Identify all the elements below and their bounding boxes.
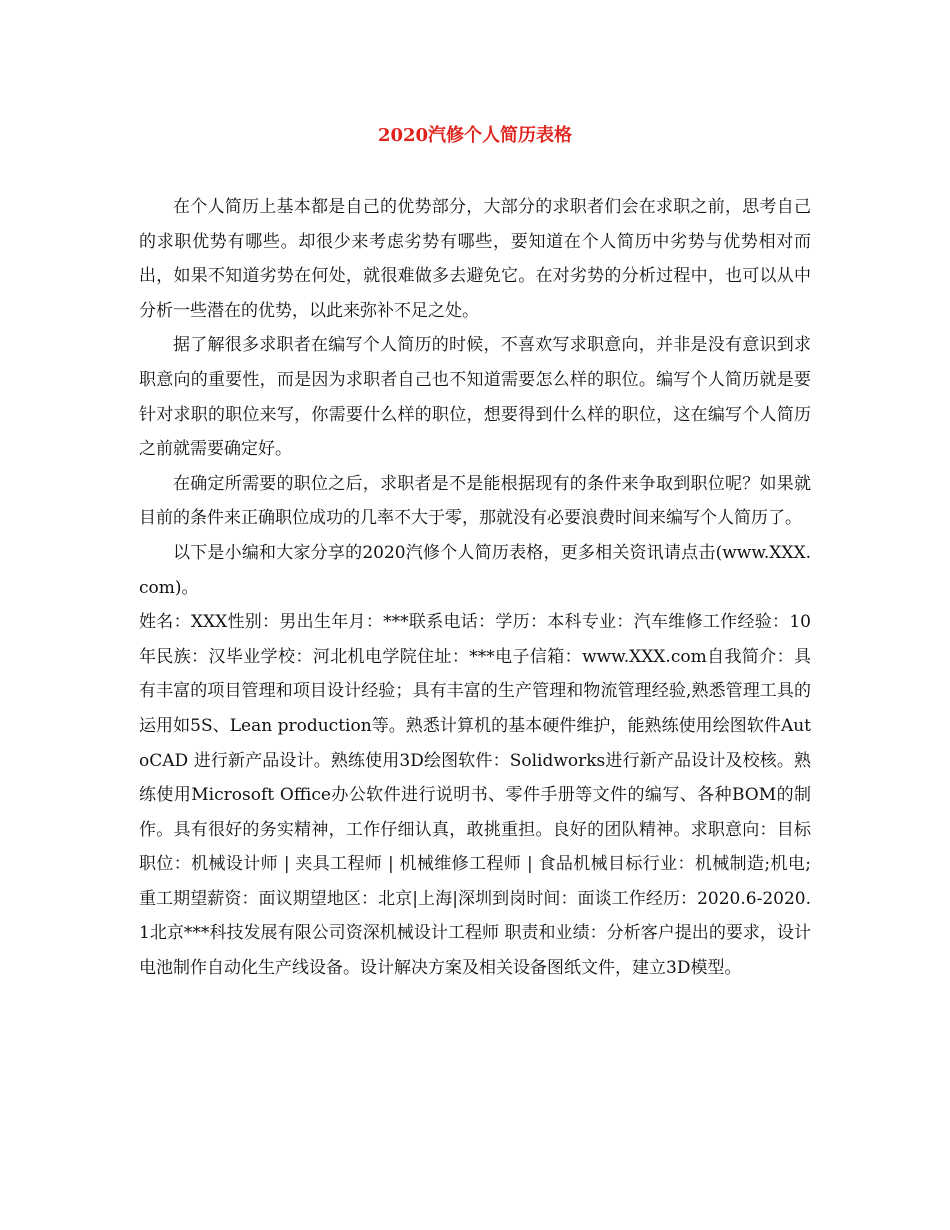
paragraph-resume-details: 姓名：XXX性别：男出生年月：***联系电话：学历：本科专业：汽车维修工作经验：10年民族：汉毕业学校：河北机电学院住址：***电子信箱：www.XXX.com自我简介：具有丰富的项目管理和项目设计经验；具有丰富的生产管理和物流管理经验,熟悉管理工具的运用如5S、Lean production等。熟悉计算机的基本硬件维护，能熟练使用绘图软件AutoCAD 进行新产品设计。熟练使用3D绘图软件：Solidworks进行新产品设计及校核。熟练使用Microsoft Office办公软件进行说明书、零件手册等文件的编写、各种BOM的制作。具有很好的务实精神，工作仔细认真，敢挑重担。良好的团队精神。求职意向：目标职位：机械设计师 | 夹具工程师 | 机械维修工程师 | 食品机械目标行业：机械制造;机电;重工期望薪资：面议期望地区：北京|上海|深圳到岗时间：面谈工作经历：2020.6-2020.1北京***科技发展有限公司资深机械设计工程师 职责和业绩：分析客户提出的要求，设计电池制作自动化生产线设备。设计解决方案及相关设备图纸文件，建立3D模型。 [139, 612, 811, 979]
document-body [139, 190, 811, 986]
paragraph-job-intention: 据了解很多求职者在编写个人简历的时候，不喜欢写求职意向，并非是没有意识到求职意向的重要性，而是因为求职者自己也不知道需要怎么样的职位。编写个人简历就是要针对求职的职位来写，你需要什么样的职位，想要得到什么样的职位，这在编写个人简历之前就需要确定好。 [139, 335, 811, 460]
paragraph-strengths: 在个人简历上基本都是自己的优势部分，大部分的求职者们会在求职之前，思考自己的求职优势有哪些。却很少来考虑劣势有哪些，要知道在个人简历中劣势与优势相对而出，如果不知道劣势在何处，就很难做多去避免它。在对劣势的分析过程中，也可以从中分析一些潜在的优势，以此来弥补不足之处。 [139, 197, 811, 321]
paragraph-position: 在确定所需要的职位之后，求职者是不是能根据现有的条件来争取到职位呢？如果就目前的条件来正确职位成功的几率不大于零，那就没有必要浪费时间来编写个人简历了。 [139, 473, 811, 529]
document-title: 2020汽修个人简历表格 [377, 125, 573, 146]
paragraph-intro-link: 以下是小编和大家分享的2020汽修个人简历表格，更多相关资讯请点击(www.XXX.com)。 [139, 542, 811, 598]
